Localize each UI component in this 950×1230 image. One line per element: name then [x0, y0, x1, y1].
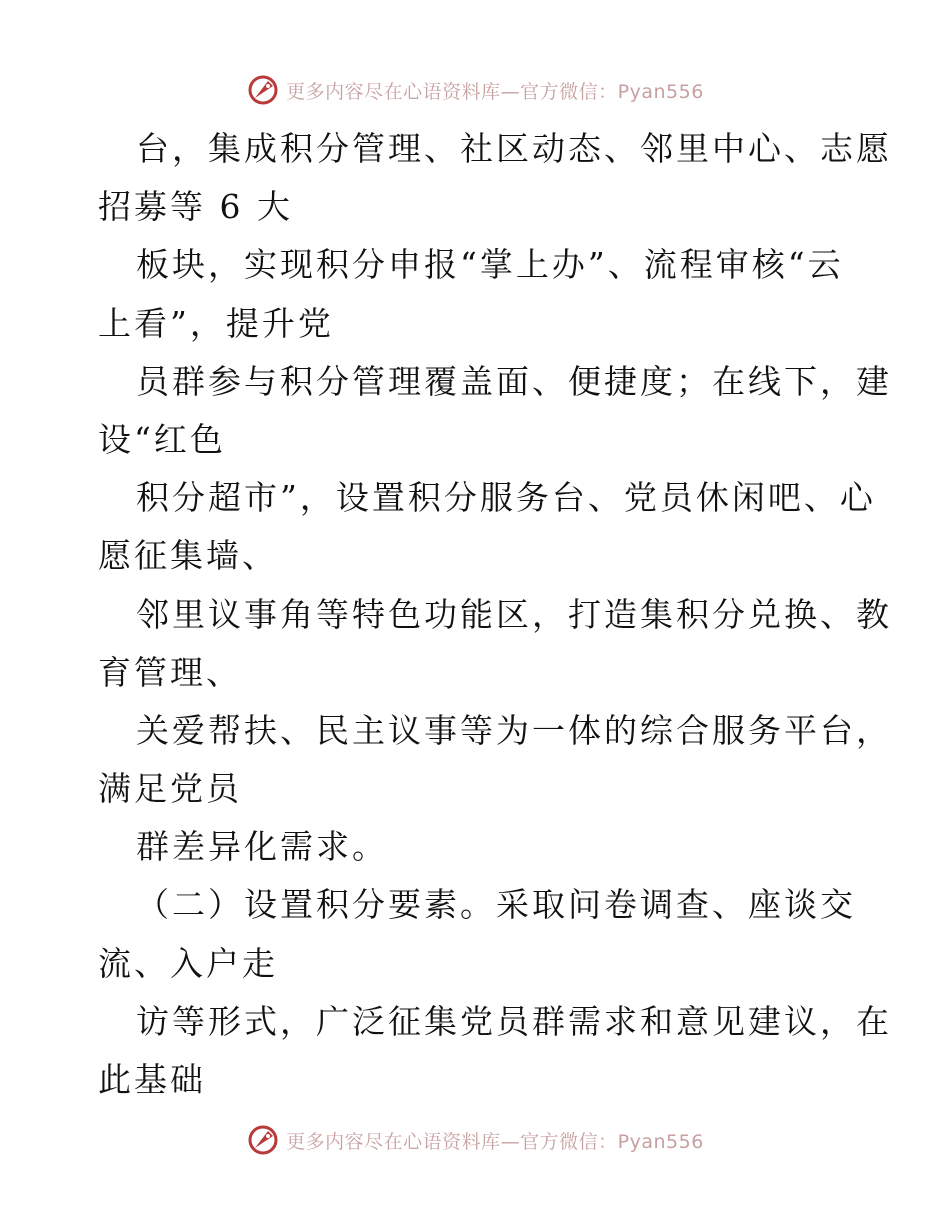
document-body	[98, 120, 892, 1109]
paragraph-line: 上看”，提升党	[98, 303, 334, 343]
pen-nib-logo-icon	[246, 1123, 280, 1157]
paragraph-line: 满足党员	[98, 769, 242, 809]
footer-watermark-banner	[0, 1120, 950, 1160]
paragraph-line: （二）设置积分要素。采取问卷调查、座谈交	[136, 885, 856, 925]
paragraph-line: 访等形式，广泛征集党员群需求和意见建议，在	[136, 1001, 892, 1041]
watermark-text: 更多内容尽在心语资料库—官方微信：Pyan556	[286, 1130, 704, 1153]
pen-nib-logo-icon	[246, 73, 280, 107]
paragraph-line: 关爱帮扶、民主议事等为一体的综合服务平台，	[136, 710, 892, 750]
paragraph-line: 愿征集墙、	[98, 536, 278, 576]
header-watermark-banner	[0, 70, 950, 110]
paragraph-line: 育管理、	[98, 652, 242, 692]
paragraph-line: 群差异化需求。	[136, 827, 388, 867]
paragraph-line: 流、入户走	[98, 943, 278, 983]
paragraph-line: 招募等 6 大	[98, 187, 293, 227]
paragraph-line: 设“红色	[98, 419, 226, 459]
paragraph-line: 台，集成积分管理、社区动态、邻里中心、志愿	[136, 129, 892, 168]
watermark-text: 更多内容尽在心语资料库—官方微信：Pyan556	[286, 80, 704, 103]
paragraph-line: 积分超市”，设置积分服务台、党员休闲吧、心	[136, 478, 876, 518]
paragraph-line: 板块，实现积分申报“掌上办”、流程审核“云	[136, 245, 844, 285]
paragraph-line: 邻里议事角等特色功能区，打造集积分兑换、教	[136, 594, 892, 634]
paragraph-line: 此基础	[98, 1060, 206, 1099]
paragraph-line: 员群参与积分管理覆盖面、便捷度；在线下，建	[136, 361, 892, 401]
